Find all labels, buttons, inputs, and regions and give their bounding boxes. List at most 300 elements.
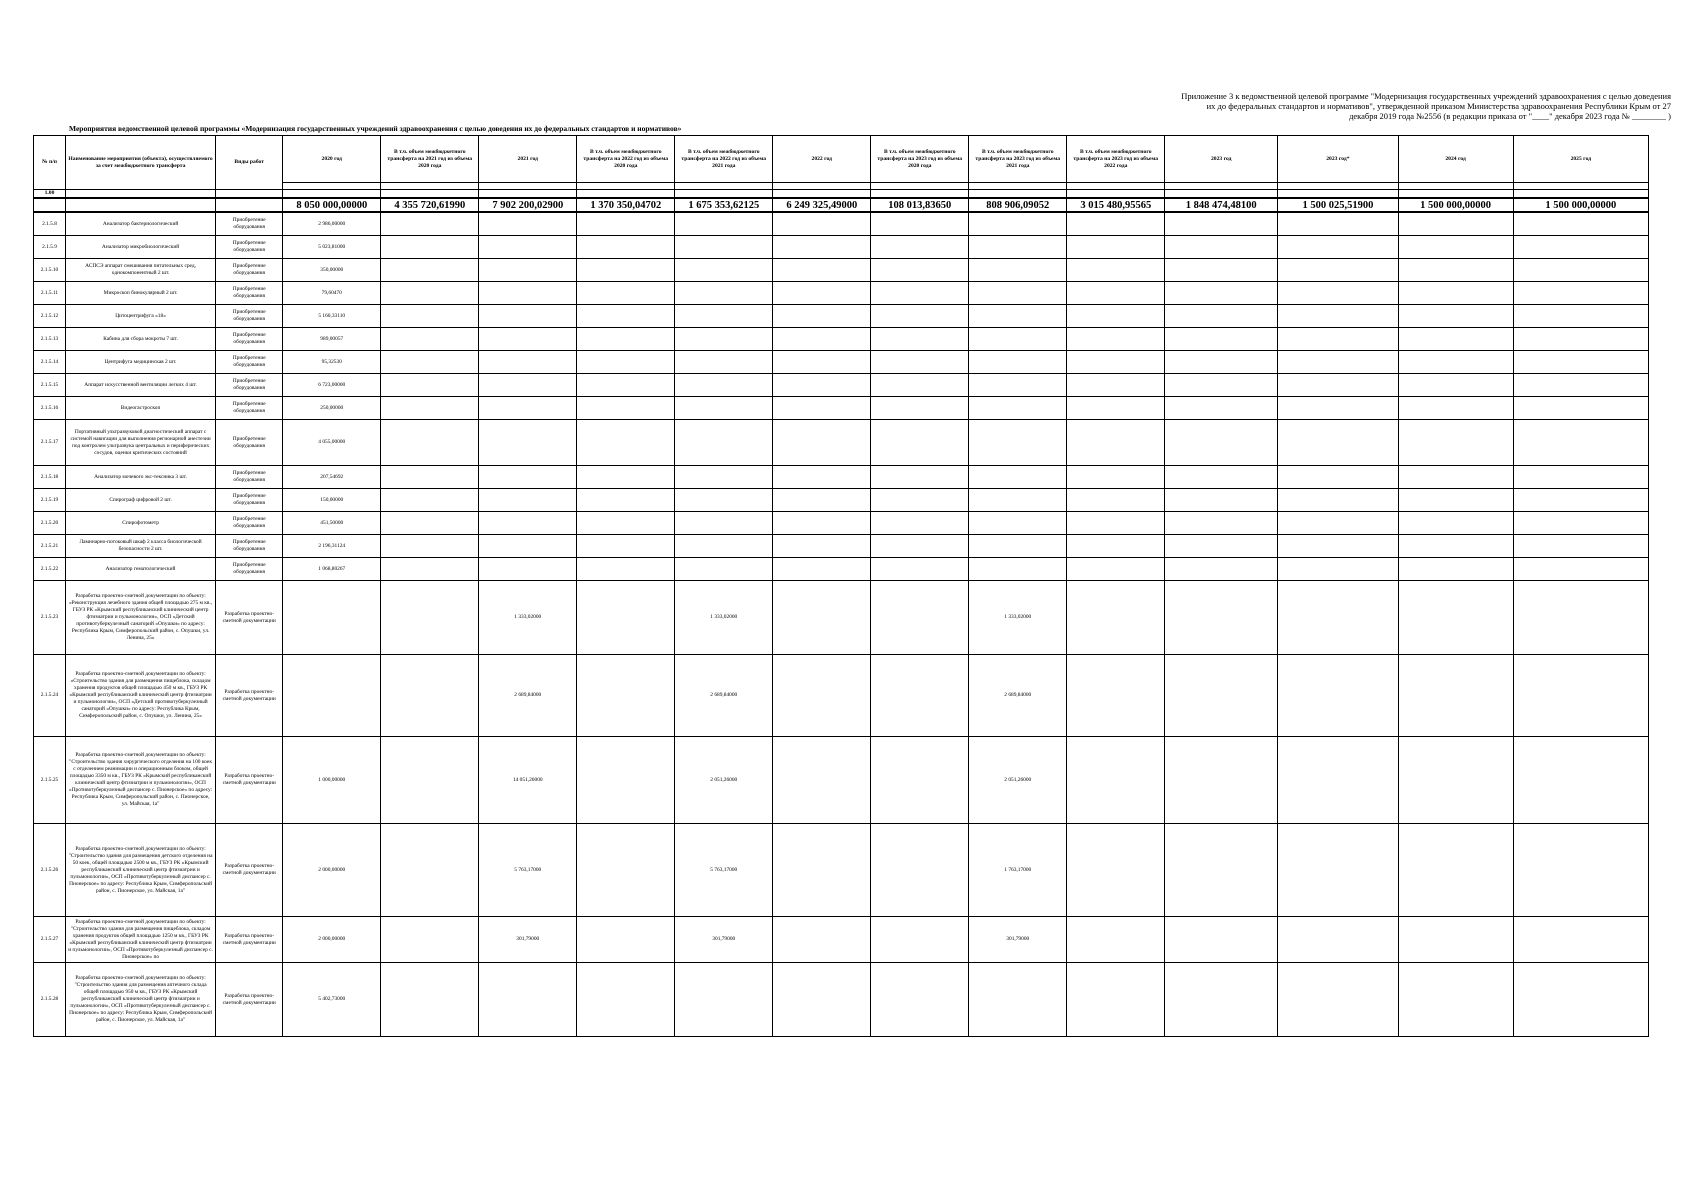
amount-cell (381, 374, 479, 397)
measure-name: Разработка проектно-сметной документации по объекту: "Строительство здания хирургического отделения на 100 коек с отделением реанимации и операционным блоком, общей площадью 3350 м кв., ГБУЗ РК «Крымский республиканский клинический центр фтизиатрии и пульмонологии», ОСП «Противотуберкулезный диспансер с. Пионерское» по адресу: Республика Крым, Симферопольский район, с. Пионерское, ул. Майская, 1а" (65, 737, 215, 824)
column-header: 2025 год (1513, 136, 1648, 183)
amount-cell (871, 420, 969, 466)
amount-cell: 2 196,31124 (283, 535, 381, 558)
amount-cell (871, 236, 969, 259)
amount-cell (1513, 512, 1648, 535)
amount-cell (1513, 374, 1648, 397)
amount-cell (675, 236, 773, 259)
amount-cell (1165, 397, 1278, 420)
amount-cell: 2 689,84000 (479, 655, 577, 737)
amount-cell (1067, 824, 1165, 917)
amount-cell: 5 023,81000 (283, 236, 381, 259)
amount-cell (479, 236, 577, 259)
amount-cell (675, 351, 773, 374)
amount-cell (1165, 737, 1278, 824)
amount-cell (1398, 824, 1513, 917)
amount-cell (381, 397, 479, 420)
amount-cell: 4 055,00000 (283, 420, 381, 466)
amount-cell (773, 581, 871, 655)
work-type: Приобретение оборудования (216, 305, 283, 328)
measure-name: Портативный ультразвуковой диагностический аппарат с системой навигации для выполнения регионарной анестезии под контролем ультразвука центральных и периферических сосудов, оценки критических состояний (65, 420, 215, 466)
amount-cell (577, 374, 675, 397)
amount-cell: 79,60470 (283, 282, 381, 305)
measure-name: Центрифуга медицинская 2 шт. (65, 351, 215, 374)
amount-cell (675, 328, 773, 351)
total-value: 8 050 000,00000 (283, 198, 381, 212)
amount-cell (577, 305, 675, 328)
amount-cell: 989,00057 (283, 328, 381, 351)
amount-cell (1067, 420, 1165, 466)
amount-cell (1513, 236, 1648, 259)
amount-cell (1513, 963, 1648, 1037)
amount-cell: 5 402,73000 (283, 963, 381, 1037)
measure-name: Анализатор мочевого экс-тексника 3 шт. (65, 466, 215, 489)
amount-cell (1165, 655, 1278, 737)
amount-cell (1067, 328, 1165, 351)
amount-cell (577, 535, 675, 558)
amount-cell (1513, 581, 1648, 655)
amount-cell (969, 212, 1067, 236)
amount-cell (1278, 824, 1398, 917)
amount-cell (577, 824, 675, 917)
amount-cell (1398, 963, 1513, 1037)
amount-cell (1398, 328, 1513, 351)
row-number: 2.1.5.8 (34, 212, 66, 236)
amount-cell (1278, 655, 1398, 737)
amount-cell (675, 282, 773, 305)
column-header: 2021 год (479, 136, 577, 183)
amount-cell (1165, 374, 1278, 397)
column-header: В т.ч. объем межбюджетного трансферта на 2021 год из объема 2020 года (381, 136, 479, 183)
amount-cell (969, 466, 1067, 489)
amount-cell (1513, 259, 1648, 282)
amount-cell: 150,00000 (283, 489, 381, 512)
column-header: 2024 год (1398, 136, 1513, 183)
total-value: 1 370 350,04702 (577, 198, 675, 212)
amount-cell (1278, 581, 1398, 655)
amount-cell: 250,00000 (283, 397, 381, 420)
measure-name: Цитоцентрифуга «18» (65, 305, 215, 328)
column-header: Наименование мероприятия (объекта), осуществляемого за счет межбюджетного трансферта (65, 136, 215, 190)
amount-cell (871, 212, 969, 236)
amount-cell (773, 824, 871, 917)
amount-cell (1278, 535, 1398, 558)
total-value: 7 902 200,02900 (479, 198, 577, 212)
column-header: В т.ч. объем межбюджетного трансферта на 2023 год из объема 2020 года (871, 136, 969, 183)
amount-cell (381, 466, 479, 489)
amount-cell (479, 282, 577, 305)
amount-cell (479, 305, 577, 328)
amount-cell (1067, 581, 1165, 655)
amount-cell (773, 212, 871, 236)
amount-cell (1165, 535, 1278, 558)
amount-cell (1067, 466, 1165, 489)
amount-cell (1278, 737, 1398, 824)
table-row (34, 512, 1649, 535)
amount-cell: 2 000,00000 (283, 917, 381, 963)
amount-cell (1165, 512, 1278, 535)
table-row (34, 236, 1649, 259)
amount-cell (1278, 374, 1398, 397)
amount-cell (381, 535, 479, 558)
amount-cell (675, 558, 773, 581)
amount-cell (1165, 917, 1278, 963)
work-type: Приобретение оборудования (216, 282, 283, 305)
amount-cell (1067, 282, 1165, 305)
appendix-note-line-3: декабря 2019 года №2556 (в редакции приказа от "____" декабря 2023 года № ________ ) (1349, 111, 1671, 121)
amount-cell (871, 824, 969, 917)
amount-cell (675, 466, 773, 489)
amount-cell (1513, 212, 1648, 236)
amount-cell (675, 535, 773, 558)
measure-name: Ламинарно-потоковый шкаф 2 класса биологической безопасности 2 шт. (65, 535, 215, 558)
amount-cell (381, 655, 479, 737)
row-number: 2.1.5.22 (34, 558, 66, 581)
amount-cell (1165, 328, 1278, 351)
amount-cell (479, 397, 577, 420)
amount-cell (1165, 466, 1278, 489)
amount-cell (1278, 917, 1398, 963)
work-type: Приобретение оборудования (216, 236, 283, 259)
amount-cell (381, 824, 479, 917)
column-header: В т.ч. объем межбюджетного трансферта на 2022 год из объема 2020 года (577, 136, 675, 183)
amount-cell (871, 535, 969, 558)
amount-cell (577, 328, 675, 351)
amount-cell (773, 489, 871, 512)
amount-cell (1278, 963, 1398, 1037)
amount-cell (773, 655, 871, 737)
total-value: 1 848 474,48100 (1165, 198, 1278, 212)
row-number: 2.1.5.28 (34, 963, 66, 1037)
amount-cell (1513, 420, 1648, 466)
amount-cell (577, 558, 675, 581)
amount-cell (1398, 212, 1513, 236)
amount-cell (871, 328, 969, 351)
table-row (34, 535, 1649, 558)
amount-cell (773, 917, 871, 963)
amount-cell (969, 305, 1067, 328)
amount-cell (1067, 305, 1165, 328)
amount-cell (1067, 397, 1165, 420)
amount-cell (1067, 512, 1165, 535)
amount-cell: 1 333,02000 (969, 581, 1067, 655)
amount-cell (381, 917, 479, 963)
amount-cell (871, 466, 969, 489)
section-code-row (34, 190, 1649, 199)
measure-name: Видеогастроскоп (65, 397, 215, 420)
amount-cell: 2 000,00000 (283, 824, 381, 917)
amount-cell (381, 963, 479, 1037)
amount-cell (1398, 420, 1513, 466)
row-number: 2.1.5.24 (34, 655, 66, 737)
appendix-note (1071, 91, 1671, 121)
amount-cell (871, 259, 969, 282)
amount-cell (283, 581, 381, 655)
total-value: 4 355 720,61990 (381, 198, 479, 212)
amount-cell (381, 282, 479, 305)
amount-cell: 207,54692 (283, 466, 381, 489)
amount-cell (773, 535, 871, 558)
amount-cell: 5 160,33110 (283, 305, 381, 328)
amount-cell: 6 723,00000 (283, 374, 381, 397)
total-value: 1 500 000,00000 (1513, 198, 1648, 212)
amount-cell (969, 512, 1067, 535)
amount-cell (1398, 737, 1513, 824)
table-row (34, 374, 1649, 397)
amount-cell (577, 581, 675, 655)
total-value: 1 500 000,00000 (1398, 198, 1513, 212)
amount-cell (381, 512, 479, 535)
amount-cell (773, 420, 871, 466)
amount-cell (1398, 305, 1513, 328)
amount-cell (479, 351, 577, 374)
work-type: Разработка проектно-сметной документации (216, 581, 283, 655)
amount-cell (871, 655, 969, 737)
amount-cell (1067, 558, 1165, 581)
table-row (34, 655, 1649, 737)
column-header: 2022 год (773, 136, 871, 183)
measure-name: Кабина для сбора мокроты 7 шт. (65, 328, 215, 351)
amount-cell (577, 212, 675, 236)
column-header: Виды работ (216, 136, 283, 190)
table-row (34, 963, 1649, 1037)
amount-cell (1513, 535, 1648, 558)
appendix-note-line-1: Приложение 3 к ведомственной целевой программе "Модернизация государственных учреждений здравоохранения с целью доведения (1181, 91, 1671, 101)
amount-cell (1278, 351, 1398, 374)
amount-cell (773, 351, 871, 374)
measure-name: Аппарат искусственной вентиляции легких 4 шт. (65, 374, 215, 397)
amount-cell (1165, 236, 1278, 259)
amount-cell (1398, 466, 1513, 489)
amount-cell (479, 489, 577, 512)
amount-cell (479, 328, 577, 351)
amount-cell: 14 051,26000 (479, 737, 577, 824)
amount-cell: 2 689,84000 (969, 655, 1067, 737)
amount-cell (381, 420, 479, 466)
amount-cell (1278, 489, 1398, 512)
amount-cell (1278, 328, 1398, 351)
row-number: 2.1.5.10 (34, 259, 66, 282)
work-type: Приобретение оборудования (216, 535, 283, 558)
amount-cell (1513, 917, 1648, 963)
amount-cell (381, 558, 479, 581)
section-code: 1.00 (34, 190, 66, 199)
amount-cell (479, 535, 577, 558)
amount-cell (1513, 328, 1648, 351)
amount-cell: 451,50000 (283, 512, 381, 535)
amount-cell (577, 397, 675, 420)
measure-name: Спирограф цифровой 2 шт. (65, 489, 215, 512)
amount-cell (577, 420, 675, 466)
amount-cell (1513, 558, 1648, 581)
amount-cell (773, 305, 871, 328)
amount-cell (479, 420, 577, 466)
amount-cell (969, 351, 1067, 374)
amount-cell (773, 963, 871, 1037)
amount-cell: 350,00000 (283, 259, 381, 282)
amount-cell (577, 351, 675, 374)
total-value: 1 675 353,62125 (675, 198, 773, 212)
row-number: 2.1.5.26 (34, 824, 66, 917)
amount-cell (969, 535, 1067, 558)
amount-cell (479, 259, 577, 282)
amount-cell (1278, 212, 1398, 236)
column-header: В т.ч. объем межбюджетного трансферта на 2023 год из объема 2021 года (969, 136, 1067, 183)
appendix-note-line-2: их до федеральных стандартов и нормативов", утвержденной приказом Министерства здравоохранения Республики Крым от 27 (1206, 101, 1671, 111)
amount-cell: 1 000,00000 (283, 737, 381, 824)
row-number: 2.1.5.16 (34, 397, 66, 420)
table-row (34, 824, 1649, 917)
amount-cell (1398, 581, 1513, 655)
table-row (34, 917, 1649, 963)
table-row (34, 328, 1649, 351)
total-value: 1 500 025,51900 (1278, 198, 1398, 212)
table-row (34, 420, 1649, 466)
amount-cell (1398, 489, 1513, 512)
totals-row (34, 198, 1649, 212)
amount-cell (969, 420, 1067, 466)
table-row (34, 259, 1649, 282)
measure-name: Разработка проектно-сметной документации по объекту: «Строительство здания для размещения пищеблока, складом хранения продуктов общей площадью 450 м кв., ГБУЗ РК «Крымский республиканский клинический центр фтизиатрии и пульмонологии», ОСП «Детский противотуберкулезный санаторий «Опушки» по адресу: Республика Крым, Симферопольский район, с. Опушки, ул. Ленина, 25» (65, 655, 215, 737)
row-number: 2.1.5.19 (34, 489, 66, 512)
row-number: 2.1.5.20 (34, 512, 66, 535)
amount-cell (479, 212, 577, 236)
amount-cell (479, 466, 577, 489)
amount-cell (675, 374, 773, 397)
amount-cell (1165, 259, 1278, 282)
amount-cell (1398, 374, 1513, 397)
amount-cell (1398, 236, 1513, 259)
amount-cell (1278, 236, 1398, 259)
total-value: 808 906,09052 (969, 198, 1067, 212)
amount-cell (871, 917, 969, 963)
amount-cell (381, 305, 479, 328)
work-type: Приобретение оборудования (216, 558, 283, 581)
amount-cell: 301,79000 (479, 917, 577, 963)
amount-cell (1165, 558, 1278, 581)
amount-cell (1513, 305, 1648, 328)
amount-cell (1278, 420, 1398, 466)
amount-cell: 2 689,84000 (675, 655, 773, 737)
amount-cell (1398, 655, 1513, 737)
amount-cell (381, 236, 479, 259)
amount-cell (577, 466, 675, 489)
measure-name: Разработка проектно-сметной документации по объекту: "Строительство здания для размещения детского отделения на 50 коек, общей площадью 2500 м кв., ГБУЗ РК «Крымский республиканский клинический центр фтизиатрии и пульмонологии», ОСП «Противотуберкулезный диспансер с. Пионерское» по адресу: Республика Крым, Симферопольский район, с. Пионерское, ул. Майская, 1а" (65, 824, 215, 917)
amount-cell (577, 489, 675, 512)
amount-cell: 301,79000 (675, 917, 773, 963)
amount-cell (1067, 259, 1165, 282)
amount-cell (969, 397, 1067, 420)
amount-cell (1067, 236, 1165, 259)
amount-cell (1165, 420, 1278, 466)
amount-cell (773, 328, 871, 351)
amount-cell (1278, 305, 1398, 328)
row-number: 2.1.5.27 (34, 917, 66, 963)
amount-cell (1165, 963, 1278, 1037)
amount-cell (1278, 512, 1398, 535)
amount-cell (1513, 824, 1648, 917)
measure-name: Микроскоп бинокулярный 2 шт. (65, 282, 215, 305)
row-number: 2.1.5.13 (34, 328, 66, 351)
amount-cell (871, 512, 969, 535)
work-type: Приобретение оборудования (216, 259, 283, 282)
measure-name: Анализатор микробиологический (65, 236, 215, 259)
measure-name: Спирофотометр (65, 512, 215, 535)
table-row (34, 581, 1649, 655)
work-type: Приобретение оборудования (216, 420, 283, 466)
work-type: Приобретение оборудования (216, 374, 283, 397)
amount-cell (1165, 212, 1278, 236)
amount-cell (1398, 259, 1513, 282)
amount-cell (381, 489, 479, 512)
work-type: Разработка проектно-сметной документации (216, 737, 283, 824)
amount-cell (1278, 558, 1398, 581)
row-number: 2.1.5.18 (34, 466, 66, 489)
amount-cell (577, 512, 675, 535)
amount-cell: 5 763,17000 (479, 824, 577, 917)
amount-cell (675, 963, 773, 1037)
row-number: 2.1.5.25 (34, 737, 66, 824)
amount-cell (283, 655, 381, 737)
amount-cell (1067, 489, 1165, 512)
amount-cell (871, 489, 969, 512)
row-number: 2.1.5.21 (34, 535, 66, 558)
column-header: 2023 год* (1278, 136, 1398, 183)
amount-cell: 5 763,17000 (675, 824, 773, 917)
amount-cell (577, 236, 675, 259)
amount-cell (381, 737, 479, 824)
measure-name: Разработка проектно-сметной документации по объекту: «Реконструкция лечебного здания общей площадью 275 м кв., ГБУЗ РК «Крымский республиканский клинический центр фтизиатрии и пульмонологии», ОСП «Детский противотуберкулезный санаторий «Опушки» по адресу: Республика Крым, Симферопольский район, с. Опушки, ул. Ленина, 25» (65, 581, 215, 655)
amount-cell (1513, 737, 1648, 824)
amount-cell (871, 963, 969, 1037)
table-row (34, 466, 1649, 489)
row-number: 2.1.5.15 (34, 374, 66, 397)
amount-cell (577, 282, 675, 305)
column-header: В т.ч. объем межбюджетного трансферта на 2022 год из объема 2021 года (675, 136, 773, 183)
amount-cell (1165, 351, 1278, 374)
amount-cell (969, 374, 1067, 397)
work-type: Приобретение оборудования (216, 489, 283, 512)
amount-cell (969, 236, 1067, 259)
amount-cell (1067, 212, 1165, 236)
table-row (34, 558, 1649, 581)
amount-cell (969, 489, 1067, 512)
amount-cell (1513, 466, 1648, 489)
amount-cell (1278, 466, 1398, 489)
amount-cell (871, 581, 969, 655)
amount-cell: 2 051,26000 (969, 737, 1067, 824)
amount-cell (1067, 655, 1165, 737)
table-row (34, 489, 1649, 512)
amount-cell: 2 051,26000 (675, 737, 773, 824)
amount-cell (1398, 558, 1513, 581)
amount-cell (773, 466, 871, 489)
work-type: Приобретение оборудования (216, 212, 283, 236)
amount-cell (1513, 397, 1648, 420)
amount-cell: 301,79000 (969, 917, 1067, 963)
amount-cell (577, 737, 675, 824)
amount-cell (675, 512, 773, 535)
amount-cell (1067, 535, 1165, 558)
amount-cell (969, 558, 1067, 581)
amount-cell (773, 737, 871, 824)
amount-cell (1398, 351, 1513, 374)
column-header: 2020 год (283, 136, 381, 183)
amount-cell (969, 259, 1067, 282)
work-type: Разработка проектно-сметной документации (216, 655, 283, 737)
amount-cell (871, 305, 969, 328)
amount-cell: 2 986,00000 (283, 212, 381, 236)
